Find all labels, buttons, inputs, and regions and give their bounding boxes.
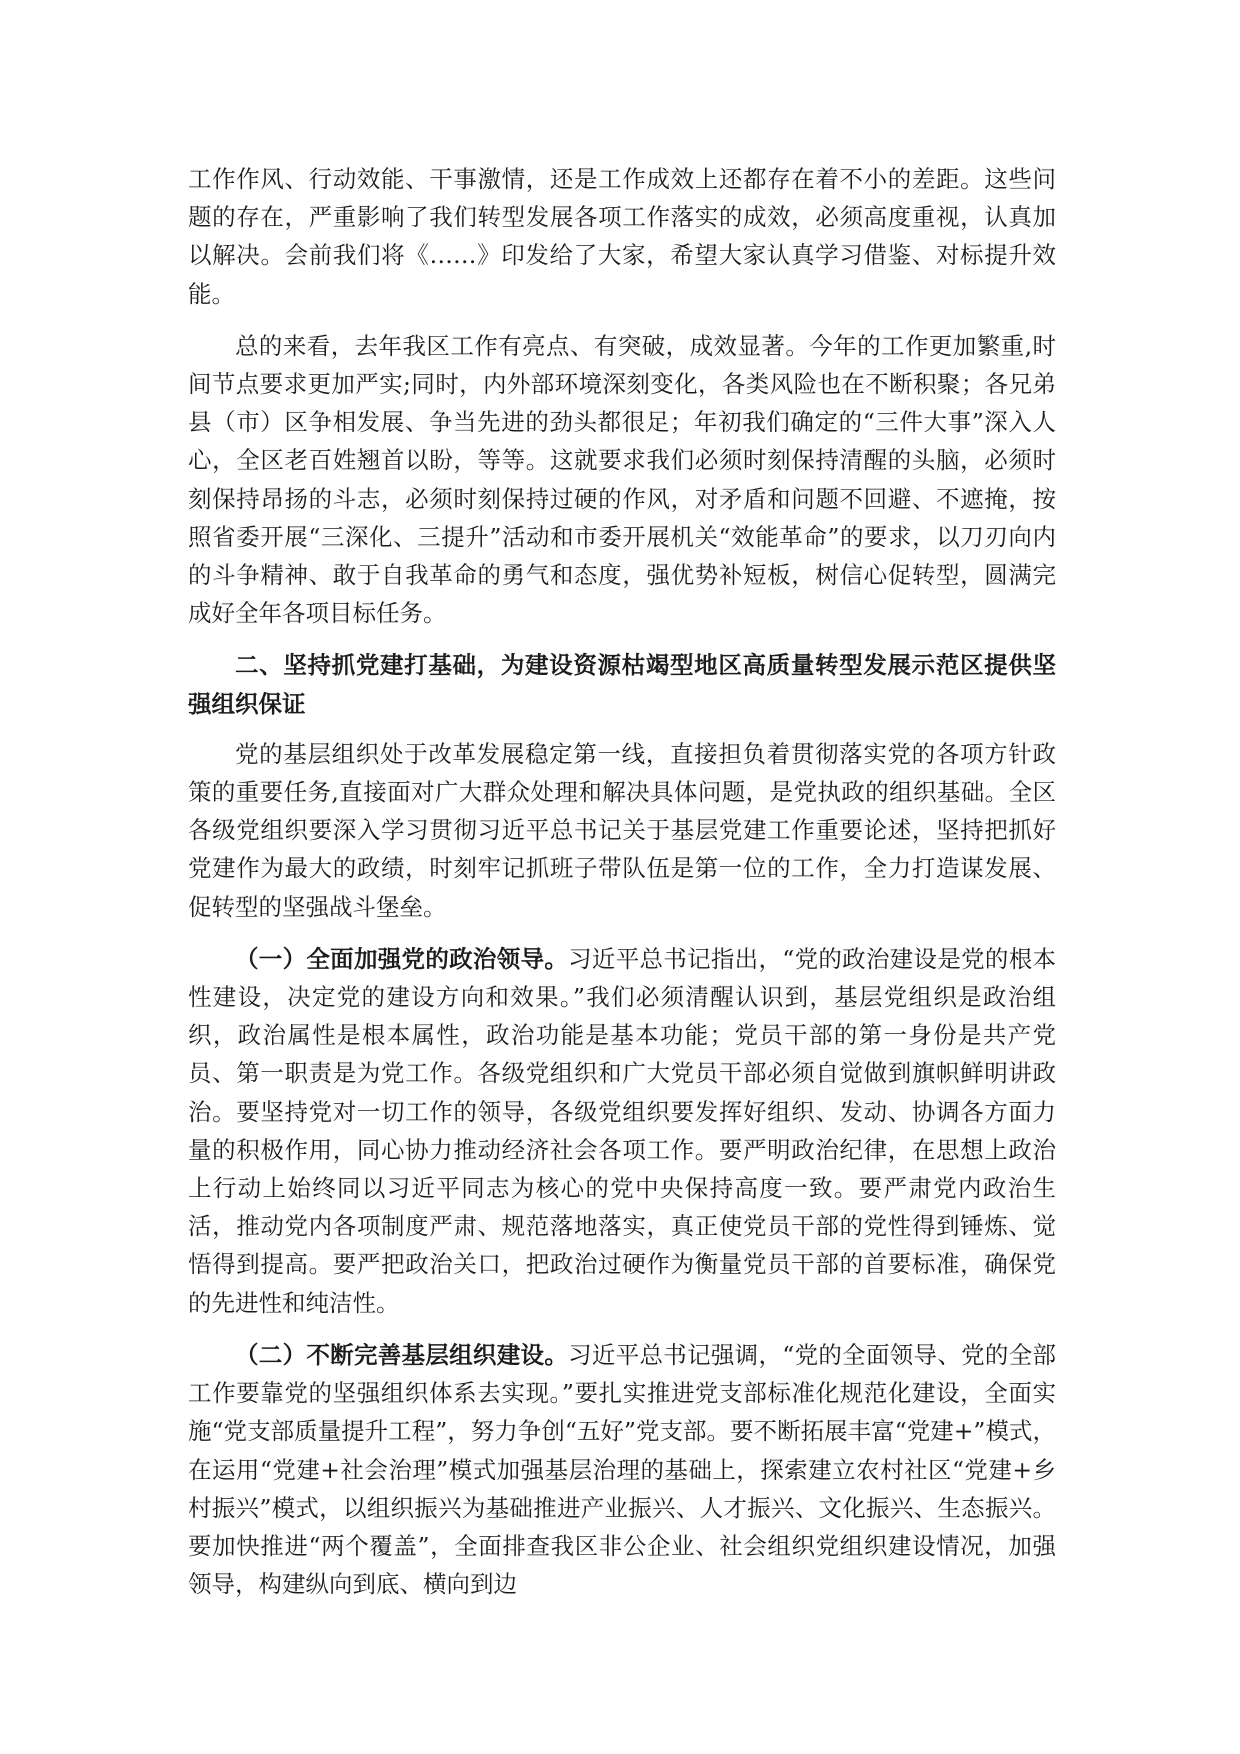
section-heading: 二、坚持抓党建打基础，为建设资源枯竭型地区高质量转型发展示范区提供坚强组织保证 xyxy=(188,651,1056,718)
subsection-organization-building xyxy=(188,1336,1056,1603)
document-body xyxy=(188,160,1056,1617)
subsection-political-leadership xyxy=(188,940,1056,1322)
paragraph-intro: 党的基层组织处于改革发展稳定第一线，直接担负着贯彻落实党的各项方针政策的重要任务,直接面对广大群众处理和解决具体问题，是党执政的组织基础。全区各级党组织要深入学习贯彻习近平总书记关于基层党建工作重要论述，坚持把抓好党建作为最大的政绩，时刻牢记抓班子带队伍是第一位的工作，全力打造谋发展、促转型的坚强战斗堡垒。 xyxy=(188,739,1056,921)
subsection-text: 习近平总书记指出，“党的政治建设是党的根本性建设，决定党的建设方向和效果。”我们必须清醒认识到，基层党组织是政治组织，政治属性是根本属性，政治功能是基本功能；党员干部的第一身份是共产党员、第一职责是为党工作。各级党组织和广大党员干部必须自觉做到旗帜鲜明讲政治。要坚持党对一切工作的领导，各级党组织要发挥好组织、发动、协调各方面力量的积极作用，同心协力推动经济社会各项工作。要严明政治纪律，在思想上政治上行动上始终同以习近平同志为核心的党中央保持高度一致。要严肃党内政治生活，推动党内各项制度严肃、规范落地落实，真正使党员干部的党性得到锤炼、觉悟得到提高。要严把政治关口，把政治过硬作为衡量党员干部的首要标准，确保党的先进性和纯洁性。 xyxy=(188,944,1057,1317)
subsection-text: 习近平总书记强调，“党的全面领导、党的全部工作要靠党的坚强组织体系去实现。”要扎实推进党支部标准化规范化建设，全面实施“党支部质量提升工程”，努力争创“五好”党支部。要不断拓展丰富“党建+”模式，在运用“党建+社会治理”模式加强基层治理的基础上，探索建立农村社区“党建+乡村振兴”模式，以组织振兴为基础推进产业振兴、人才振兴、文化振兴、生态振兴。要加快推进“两个覆盖”，全面排查我区非公企业、社会组织党组织建设情况，加强领导，构建纵向到底、横向到边 xyxy=(188,1340,1057,1599)
paragraph-summary: 总的来看，去年我区工作有亮点、有突破，成效显著。今年的工作更加繁重,时间节点要求更加严实;同时，内外部环境深刻变化，各类风险也在不断积聚；各兄弟县（市）区争相发展、争当先进的劲头都很足；年初我们确定的“三件大事”深入人心，全区老百姓翘首以盼，等等。这就要求我们必须时刻保持清醒的头脑，必须时刻保持昂扬的斗志，必须时刻保持过硬的作风，对矛盾和问题不回避、不遮掩，按照省委开展“三深化、三提升”活动和市委开展机关“效能革命”的要求，以刀刃向内的斗争精神、敢于自我革命的勇气和态度，强优势补短板，树信心促转型，圆满完成好全年各项目标任务。 xyxy=(188,331,1056,628)
subsection-lead: （一）全面加强党的政治领导。 xyxy=(235,944,569,973)
subsection-lead: （二）不断完善基层组织建设。 xyxy=(235,1340,569,1369)
paragraph-continued: 工作作风、行动效能、干事激情，还是工作成效上还都存在着不小的差距。这些问题的存在，严重影响了我们转型发展各项工作落实的成效，必须高度重视，认真加以解决。会前我们将《……》印发给了大家，希望大家认真学习借鉴、对标提升效能。 xyxy=(188,165,1056,308)
